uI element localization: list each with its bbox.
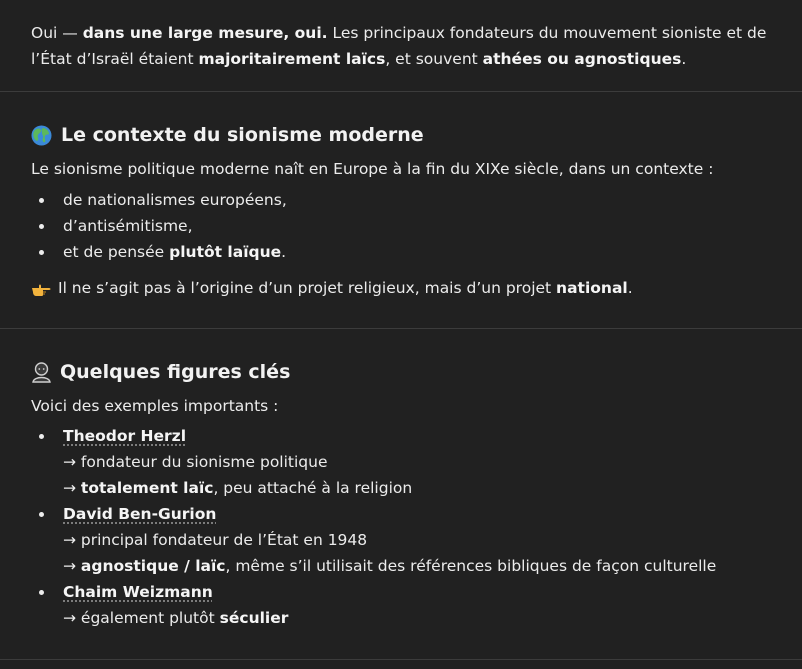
bullet-dot: [39, 434, 44, 439]
intro-bold: majoritairement laïcs: [198, 50, 386, 68]
figure-desc: [63, 475, 792, 501]
list-item-weizmann: [31, 579, 792, 631]
context-title: Le contexte du sionisme moderne: [61, 124, 424, 146]
figure-desc-text: → également plutôt: [63, 609, 220, 627]
globe-icon: [31, 125, 52, 146]
figure-desc-bold: agnostique / laïc: [80, 557, 226, 575]
list-item-text: .: [281, 243, 287, 261]
arrow-text: →: [63, 479, 81, 497]
intro-bold: athées ou agnostiques: [482, 50, 682, 68]
list-item-text: d’antisémitisme,: [63, 217, 193, 235]
figures-intro: Voici des exemples importants :: [31, 397, 279, 415]
list-item-herzl: [31, 423, 792, 501]
intro-bold: dans une large mesure, oui.: [82, 24, 328, 42]
intro-text: .: [681, 50, 687, 68]
divider: [0, 91, 802, 92]
context-note: [31, 275, 792, 301]
list-item-text: et de pensée: [63, 243, 170, 261]
bullet-dot: [39, 590, 44, 595]
bullet-dot: [39, 250, 44, 255]
figure-desc: → fondateur du sionisme politique: [63, 453, 328, 471]
figure-desc: [63, 553, 792, 579]
bullet-dot: [39, 198, 44, 203]
pointing-hand-icon: [31, 279, 51, 297]
context-heading: [31, 121, 792, 149]
figure-link-herzl[interactable]: Theodor Herzl: [63, 427, 187, 445]
intro-text: Oui —: [31, 24, 83, 42]
note-text: .: [627, 279, 633, 297]
person-icon: [31, 362, 52, 383]
list-item-bold: plutôt laïque: [169, 243, 282, 261]
figures-title: Quelques figures clés: [60, 361, 291, 383]
intro-paragraph: [31, 0, 792, 72]
intro-text: Les principaux fondateurs du mouvement sioniste et de l’État d’Israël étaient: [31, 24, 767, 68]
context-list: [31, 187, 792, 265]
figure-desc: [63, 605, 792, 631]
list-item-bengurion: [31, 501, 792, 579]
note-text: Il ne s’agit pas à l’origine d’un projet religieux, mais d’un projet: [58, 279, 557, 297]
figure-desc-text: , même s’il utilisait des références bibliques de façon culturelle: [225, 557, 717, 575]
bullet-dot: [39, 224, 44, 229]
figure-desc-bold: séculier: [219, 609, 289, 627]
figure-desc-text: , peu attaché à la religion: [213, 479, 413, 497]
divider: [0, 659, 802, 660]
figure-desc-bold: totalement laïc: [80, 479, 214, 497]
figure-link-weizmann[interactable]: Chaim Weizmann: [63, 583, 213, 601]
arrow-text: →: [63, 557, 81, 575]
context-intro: Le sionisme politique moderne naît en Europe à la fin du XIXe siècle, dans un contexte :: [31, 160, 714, 178]
figure-desc: → principal fondateur de l’État en 1948: [63, 531, 368, 549]
list-item: [31, 239, 792, 265]
figure-link-bengurion[interactable]: David Ben-Gurion: [63, 505, 217, 523]
bullet-dot: [39, 512, 44, 517]
intro-text: , et souvent: [385, 50, 483, 68]
figures-heading: [31, 358, 792, 386]
list-item: [31, 213, 792, 239]
list-item: [31, 187, 792, 213]
figures-list: [31, 423, 792, 631]
list-item-text: de nationalismes européens,: [63, 191, 287, 209]
divider: [0, 328, 802, 329]
note-bold: national: [556, 279, 628, 297]
